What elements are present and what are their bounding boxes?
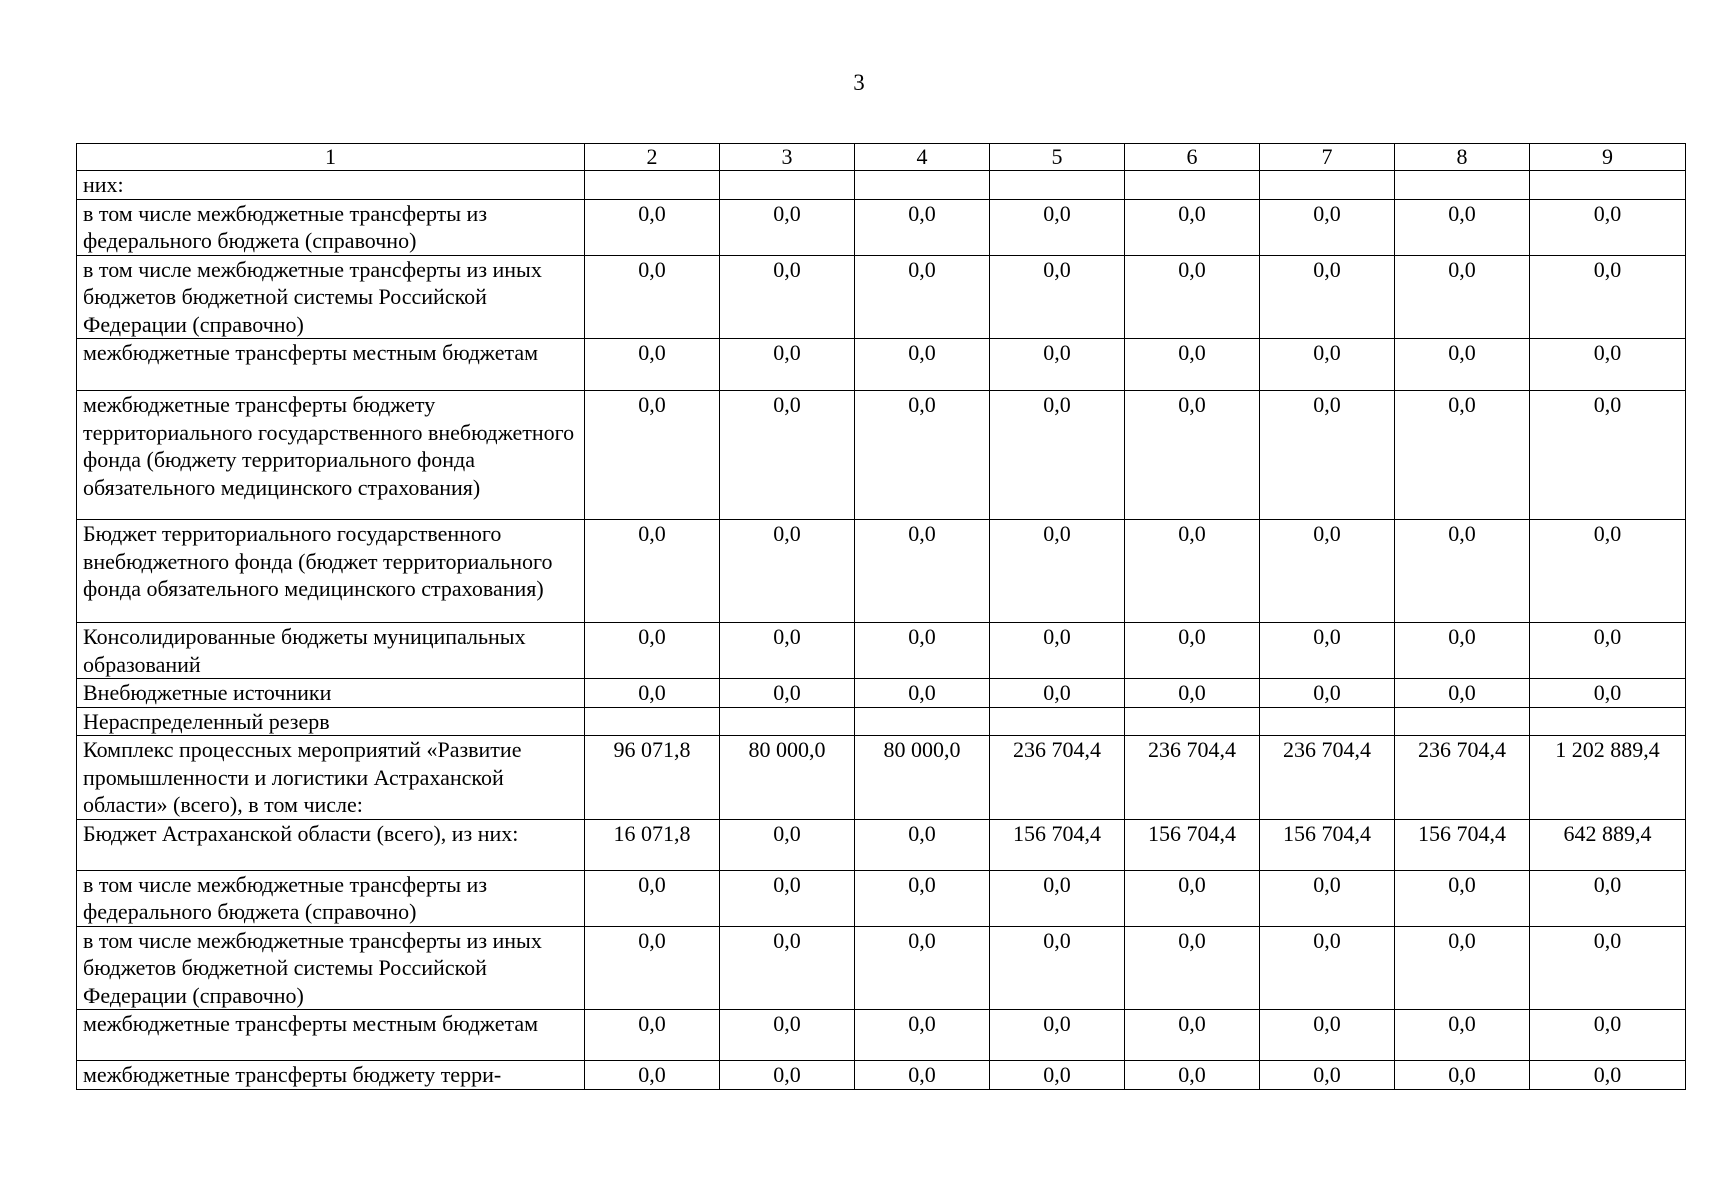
table-cell-value: 0,0 [855, 926, 990, 1010]
column-header: 3 [720, 144, 855, 171]
table-cell-value: 0,0 [855, 255, 990, 339]
table-cell-value: 0,0 [990, 520, 1125, 623]
row-label: Бюджет Астраханской области (всего), из них: [77, 819, 585, 870]
table-row [77, 819, 1686, 870]
table-cell-value: 0,0 [1530, 255, 1686, 339]
row-label: межбюджетные трансферты местным бюджетам [77, 1010, 585, 1061]
table-cell-value: 0,0 [1530, 623, 1686, 679]
table-row [77, 707, 1686, 736]
table-cell-value: 0,0 [1530, 870, 1686, 926]
table-cell-value: 0,0 [720, 255, 855, 339]
table-cell-value [1530, 171, 1686, 200]
table-cell-value: 80 000,0 [720, 736, 855, 820]
row-label: в том числе межбюджетные трансферты из федерального бюджета (справочно) [77, 870, 585, 926]
table-cell-value: 0,0 [1395, 1061, 1530, 1090]
table-cell-value: 0,0 [855, 1061, 990, 1090]
table-cell-value [585, 171, 720, 200]
table-cell-value [1530, 707, 1686, 736]
table-cell-value: 0,0 [1125, 679, 1260, 708]
table-cell-value: 0,0 [720, 679, 855, 708]
column-header: 4 [855, 144, 990, 171]
table-row [77, 870, 1686, 926]
table-cell-value: 0,0 [855, 199, 990, 255]
table-cell-value: 0,0 [855, 623, 990, 679]
table-cell-value [720, 171, 855, 200]
table-cell-value: 0,0 [1260, 1010, 1395, 1061]
table-cell-value: 0,0 [720, 870, 855, 926]
row-label: Консолидированные бюджеты муниципальных образований [77, 623, 585, 679]
row-label: в том числе межбюджетные трансферты из иных бюджетов бюджетной системы Российской Федерации (справочно) [77, 926, 585, 1010]
table-cell-value: 0,0 [1530, 391, 1686, 520]
row-label: межбюджетные трансферты местным бюджетам [77, 339, 585, 391]
column-header: 5 [990, 144, 1125, 171]
table-cell-value: 0,0 [1260, 870, 1395, 926]
table-row [77, 926, 1686, 1010]
table-row [77, 1061, 1686, 1090]
table-cell-value: 0,0 [720, 391, 855, 520]
table-cell-value: 0,0 [1125, 870, 1260, 926]
table-cell-value: 0,0 [1260, 926, 1395, 1010]
table-cell-value: 0,0 [1260, 623, 1395, 679]
column-header: 8 [1395, 144, 1530, 171]
table-cell-value [1260, 707, 1395, 736]
table-cell-value: 0,0 [1530, 1010, 1686, 1061]
table-cell-value: 0,0 [1125, 339, 1260, 391]
table-cell-value: 236 704,4 [1260, 736, 1395, 820]
table-cell-value: 0,0 [990, 255, 1125, 339]
table-cell-value: 0,0 [990, 623, 1125, 679]
row-label: Внебюджетные источники [77, 679, 585, 708]
table-cell-value: 0,0 [720, 339, 855, 391]
table-row [77, 255, 1686, 339]
table-cell-value: 0,0 [1530, 199, 1686, 255]
table-cell-value: 0,0 [720, 520, 855, 623]
table-cell-value: 0,0 [855, 819, 990, 870]
table-cell-value: 156 704,4 [990, 819, 1125, 870]
table-cell-value [585, 707, 720, 736]
table-cell-value: 0,0 [720, 819, 855, 870]
row-label: Нераспределенный резерв [77, 707, 585, 736]
table-cell-value: 0,0 [1395, 623, 1530, 679]
table-cell-value: 0,0 [1395, 1010, 1530, 1061]
table-cell-value: 0,0 [585, 870, 720, 926]
table-cell-value: 0,0 [585, 1061, 720, 1090]
table-row [77, 520, 1686, 623]
table-cell-value: 0,0 [1395, 870, 1530, 926]
table-cell-value: 156 704,4 [1260, 819, 1395, 870]
column-number-row [77, 144, 1686, 171]
column-header: 6 [1125, 144, 1260, 171]
table-cell-value [1395, 707, 1530, 736]
table-cell-value: 0,0 [990, 679, 1125, 708]
table-cell-value: 236 704,4 [1395, 736, 1530, 820]
row-label: в том числе межбюджетные трансферты из иных бюджетов бюджетной системы Российской Федерации (справочно) [77, 255, 585, 339]
column-header: 1 [77, 144, 585, 171]
table-cell-value: 236 704,4 [990, 736, 1125, 820]
table-cell-value: 0,0 [1125, 623, 1260, 679]
table-cell-value: 0,0 [990, 926, 1125, 1010]
table-cell-value: 0,0 [990, 1061, 1125, 1090]
table-cell-value: 0,0 [1530, 1061, 1686, 1090]
table-cell-value: 0,0 [585, 199, 720, 255]
table-cell-value: 0,0 [855, 391, 990, 520]
table-row [77, 623, 1686, 679]
table-cell-value: 0,0 [1125, 255, 1260, 339]
table-cell-value: 0,0 [585, 391, 720, 520]
table-cell-value: 0,0 [1125, 391, 1260, 520]
table-cell-value: 0,0 [1260, 1061, 1395, 1090]
table-cell-value: 0,0 [990, 391, 1125, 520]
table-cell-value: 0,0 [1530, 926, 1686, 1010]
table-cell-value: 0,0 [990, 1010, 1125, 1061]
column-header: 9 [1530, 144, 1686, 171]
table-cell-value [855, 707, 990, 736]
table-cell-value: 0,0 [1395, 679, 1530, 708]
table-cell-value: 0,0 [855, 1010, 990, 1061]
table-cell-value: 80 000,0 [855, 736, 990, 820]
row-label: Комплекс процессных мероприятий «Развитие промышленности и логистики Астраханской области» (всего), в том числе: [77, 736, 585, 820]
table-cell-value: 156 704,4 [1395, 819, 1530, 870]
table-cell-value: 0,0 [1530, 679, 1686, 708]
table-row [77, 391, 1686, 520]
row-label: в том числе межбюджетные трансферты из федерального бюджета (справочно) [77, 199, 585, 255]
table-cell-value: 0,0 [1530, 339, 1686, 391]
table-cell-value: 0,0 [1395, 339, 1530, 391]
table-cell-value: 0,0 [585, 679, 720, 708]
page-number: 3 [853, 70, 865, 95]
table-cell-value: 0,0 [990, 199, 1125, 255]
row-label: межбюджетные трансферты бюджету территориального государственного внебюджетного фонда (бюджету территориального фонда обязательного медицинского страхования) [77, 391, 585, 520]
table-cell-value: 0,0 [585, 520, 720, 623]
table-cell-value: 0,0 [1125, 1061, 1260, 1090]
table-cell-value: 0,0 [1260, 339, 1395, 391]
table-cell-value: 0,0 [1260, 391, 1395, 520]
column-header: 2 [585, 144, 720, 171]
table-body [77, 171, 1686, 1090]
table-cell-value: 0,0 [1530, 520, 1686, 623]
table-cell-value: 642 889,4 [1530, 819, 1686, 870]
table-cell-value: 236 704,4 [1125, 736, 1260, 820]
table-cell-value: 0,0 [855, 520, 990, 623]
table-cell-value: 0,0 [1395, 255, 1530, 339]
table-cell-value: 0,0 [585, 926, 720, 1010]
table-cell-value: 0,0 [1125, 199, 1260, 255]
table-cell-value [720, 707, 855, 736]
table-cell-value: 156 704,4 [1125, 819, 1260, 870]
row-label: них: [77, 171, 585, 200]
table-cell-value: 0,0 [585, 623, 720, 679]
table-row [77, 736, 1686, 820]
table-row [77, 679, 1686, 708]
budget-table [76, 143, 1686, 1090]
table-row [77, 199, 1686, 255]
table-cell-value: 1 202 889,4 [1530, 736, 1686, 820]
table-cell-value: 0,0 [990, 870, 1125, 926]
table-cell-value: 0,0 [990, 339, 1125, 391]
row-label: Бюджет территориального государственного внебюджетного фонда (бюджет территориального фонда обязательного медицинского страхования) [77, 520, 585, 623]
table-cell-value: 0,0 [1125, 1010, 1260, 1061]
table-cell-value [1395, 171, 1530, 200]
table-cell-value: 0,0 [585, 339, 720, 391]
row-label: межбюджетные трансферты бюджету терри- [77, 1061, 585, 1090]
table-cell-value [1125, 171, 1260, 200]
column-header: 7 [1260, 144, 1395, 171]
table-cell-value: 0,0 [1395, 520, 1530, 623]
table-cell-value [1260, 171, 1395, 200]
table-cell-value [990, 171, 1125, 200]
table-cell-value: 0,0 [720, 1010, 855, 1061]
table-cell-value [990, 707, 1125, 736]
table-cell-value [855, 171, 990, 200]
table-cell-value: 0,0 [1125, 520, 1260, 623]
table-cell-value: 0,0 [1395, 199, 1530, 255]
table-cell-value: 0,0 [720, 199, 855, 255]
table-cell-value: 0,0 [585, 1010, 720, 1061]
table-cell-value: 0,0 [1260, 199, 1395, 255]
table-cell-value: 0,0 [855, 679, 990, 708]
table-cell-value: 0,0 [855, 339, 990, 391]
table-row [77, 171, 1686, 200]
table-cell-value: 0,0 [720, 926, 855, 1010]
table-cell-value: 0,0 [1395, 391, 1530, 520]
table-cell-value: 0,0 [720, 623, 855, 679]
table-cell-value: 96 071,8 [585, 736, 720, 820]
table-cell-value: 0,0 [1260, 679, 1395, 708]
table-cell-value: 0,0 [1260, 520, 1395, 623]
table-cell-value [1125, 707, 1260, 736]
table-cell-value: 0,0 [1395, 926, 1530, 1010]
table-cell-value: 0,0 [1125, 926, 1260, 1010]
table-cell-value: 0,0 [855, 870, 990, 926]
table-row [77, 339, 1686, 391]
table-cell-value: 0,0 [1260, 255, 1395, 339]
table-cell-value: 0,0 [585, 255, 720, 339]
table-cell-value: 0,0 [720, 1061, 855, 1090]
table-row [77, 1010, 1686, 1061]
table-cell-value: 16 071,8 [585, 819, 720, 870]
